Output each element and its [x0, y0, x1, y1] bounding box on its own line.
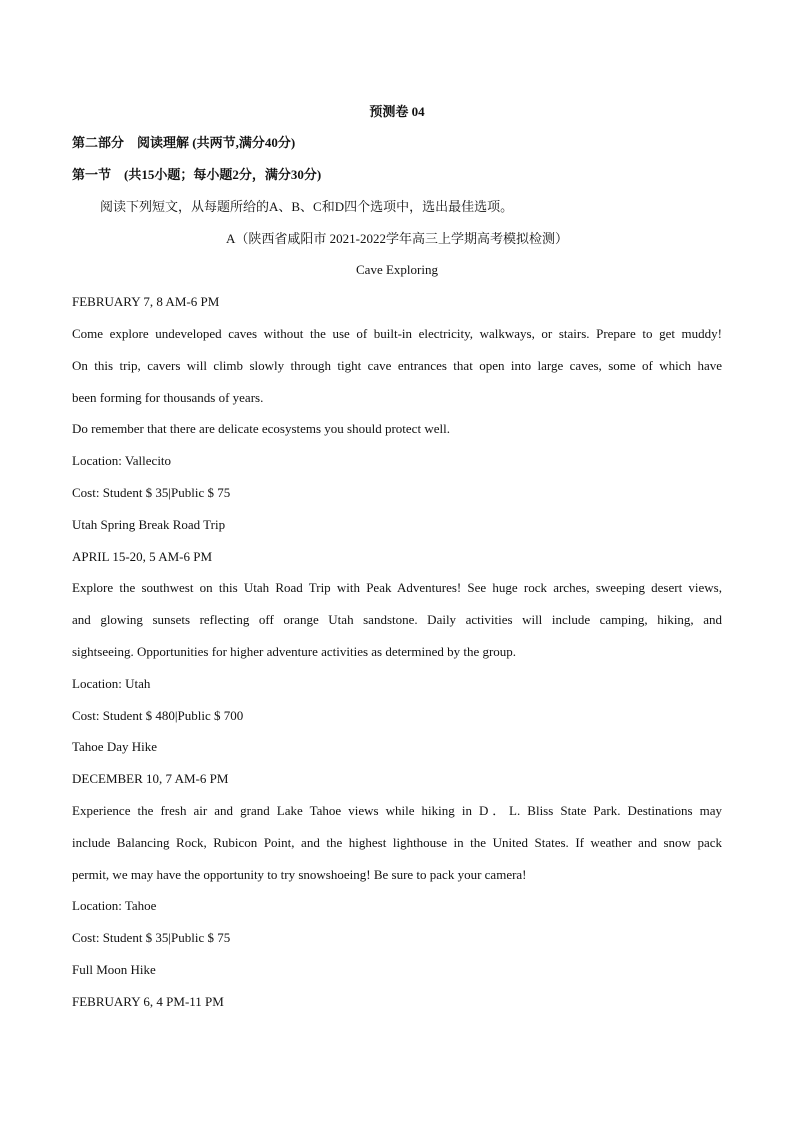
utah-name: Utah Spring Break Road Trip [72, 517, 226, 532]
part-heading: 第二部分 阅读理解 (共两节,满分40分) [72, 135, 296, 150]
utah-location: Location: Utah [72, 676, 151, 691]
exam-title: 预测卷 04 [369, 104, 425, 119]
utah-desc-line-1: Explore the southwest on this Utah Road Trip with Peak Adventures! See huge rock arches, sweeping desert views, [72, 580, 722, 595]
tahoe-desc-line-2: include Balancing Rock, Rubicon Point, and the highest lighthouse in the United States. If weather and snow pack [72, 835, 722, 850]
cave-cost: Cost: Student $ 35|Public $ 75 [72, 485, 231, 500]
cave-location: Location: Vallecito [72, 453, 172, 468]
instruction-text: 阅读下列短文，从每题所给的A、B、C和D四个选项中，选出最佳选项。 [100, 199, 514, 214]
tahoe-name: Tahoe Day Hike [72, 739, 158, 754]
tahoe-desc-line-3: permit, we may have the opportunity to try snowshoeing! Be sure to pack your camera! [72, 867, 527, 882]
tahoe-cost: Cost: Student $ 35|Public $ 75 [72, 930, 231, 945]
section-heading: 第一节 (共15小题；每小题2分，满分30分) [72, 167, 322, 182]
cave-date: FEBRUARY 7, 8 AM-6 PM [72, 294, 220, 309]
utah-desc-line-3: sightseeing. Opportunities for higher adventure activities as determined by the group. [72, 644, 517, 659]
tahoe-desc-line-1: Experience the fresh air and grand Lake Tahoe views while hiking in D．L. Bliss State Park. Destinations may [72, 803, 722, 818]
cave-desc-line-3: been forming for thousands of years. [72, 390, 264, 405]
cave-desc-line-2: On this trip, cavers will climb slowly through tight cave entrances that open into large caves, some of which have [72, 358, 722, 373]
passage-source: A（陕西省咸阳市 2021-2022学年高三上学期高考模拟检测） [226, 231, 568, 246]
passage-title: Cave Exploring [356, 262, 438, 277]
tahoe-location: Location: Tahoe [72, 898, 157, 913]
tahoe-date: DECEMBER 10, 7 AM-6 PM [72, 771, 229, 786]
utah-cost: Cost: Student $ 480|Public $ 700 [72, 708, 244, 723]
cave-desc-line-1: Come explore undeveloped caves without the use of built-in electricity, walkways, or stairs. Prepare to get muddy! [72, 326, 722, 341]
cave-desc-line-4: Do remember that there are delicate ecosystems you should protect well. [72, 421, 450, 436]
moon-date: FEBRUARY 6, 4 PM-11 PM [72, 994, 224, 1009]
moon-name: Full Moon Hike [72, 962, 156, 977]
utah-desc-line-2: and glowing sunsets reflecting off orange Utah sandstone. Daily activities will include camping, hiking, and [72, 612, 722, 627]
utah-date: APRIL 15-20, 5 AM-6 PM [72, 549, 213, 564]
